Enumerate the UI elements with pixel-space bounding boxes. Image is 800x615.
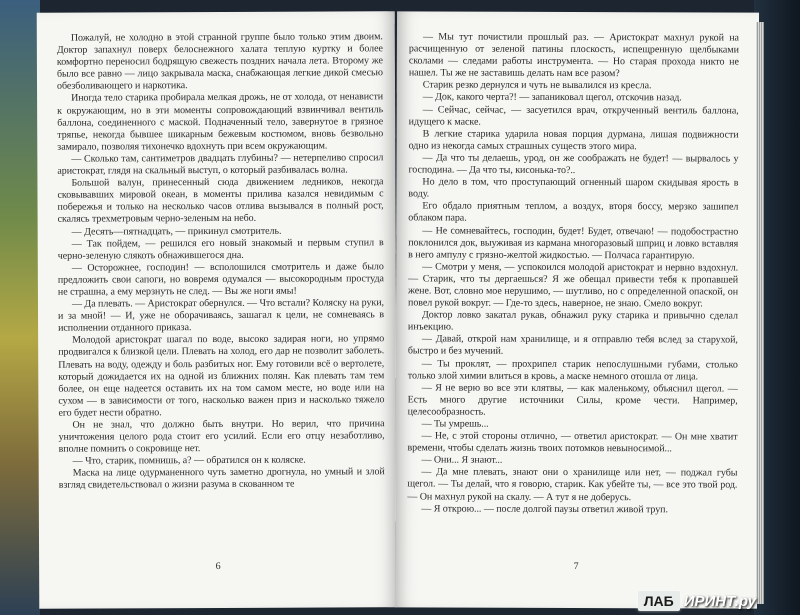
paragraph: — Да что ты делаешь, урод, он же соображать не будет! — вырвалось у господина. — Да что ты, кисонька-то?..	[408, 152, 739, 177]
paragraph: — Не, с этой стороны отлично, — ответил аристократ. — Он мне хватит времени, чтобы сделать жизнь твоих потомков невыносимой...	[407, 430, 738, 455]
paragraph: Маска на лице одурманенного чуть заметно дрогнула, но умный и злой взгляд свидетельствовал о жизни разума в скованном те	[58, 466, 385, 492]
right-page-text	[407, 31, 739, 516]
paragraph: — Сколько там, сантиметров двадцать глубины? — нетерпеливо спросил аристократ, глядя на скальный выступ, о который разбивалась волна.	[57, 152, 384, 177]
page-edges-stack	[756, 22, 764, 604]
paragraph: — Не сомневайтесь, господин, будет! Будет, отвечаю! — подобострастно поклонился док, выуживая из кармана многоразовый шприц и ловко вставляя в него ампулу с грязно-желтой жидкостью. — Полчаса гарантирую.	[408, 224, 739, 262]
paragraph: — Да плевать. — Аристократ обернулся. — Что встали? Коляску на руки, и за мной! — И, уже не оборачиваясь, зашагал к цели, не сомневаясь в исполнении отданного приказа.	[58, 297, 385, 334]
paragraph: Молодой аристократ шагал по воде, высоко задирая ноги, но упрямо продвигался к близкой цели. Плевать на холод, его дар не позволит заболеть. Плевать на воду, одежду и боль разбитых ног. Ему готовили всё о вертолете, который дожидается их на одной из ближних полян. Как плевать там тем более, он еще надеется оставить их на том самом месте, но воде или на сухом — в зависимости от того, насколько важен приз и насколько тяжело его будет нести обратно.	[58, 333, 385, 419]
page-number-right: 7	[573, 560, 579, 573]
paragraph: — Давай, открой нам хранилище, и я отправлю тебя вслед за старухой, быстро и без мучений.	[407, 333, 738, 358]
page-number-left: 6	[215, 560, 221, 573]
paragraph: — Смотри у меня, — успокоился молодой аристократ и нервно вздохнул. — Старик, что ты дергаешься? Я же обещал привести тебя к пропавшей жене. Вот, словно мое нерушимо, — шутливо, но с определенной опаской, он повел рукой вокруг. — Где-то здесь, наверное, не знаю. Смело вокруг.	[408, 261, 739, 310]
paragraph: — Что, старик, помнишь, а? — обратился он к коляске.	[72, 454, 306, 467]
watermark-logo: ЛАБ	[638, 591, 680, 611]
paragraph: Иногда тело старика пробирала мелкая дрожь, не от холода, от ненависти к окружающим, но в эти моменты сопровождающий взвинчивал вентиль баллона, соединенного с маской. Подначенный тело, завернутое в грязное тряпье, некогда бывшее шикарным бежевым костюмом, вновь безвольно замирало, позволяя тихонечко вдохнуть при всем окружающим.	[57, 91, 384, 153]
paragraph: — Сейчас, сейчас, — засуетился врач, открученный вентиль баллона, идущего к маске.	[408, 104, 739, 128]
paragraph: — Они... Я знают...	[421, 454, 503, 467]
watermark-text: ИРИНТ.ру	[683, 592, 756, 610]
paragraph: Большой валун, принесенный сюда движением ледников, некогда сковывавших мировой океан, в моменты прилива казался невидимым с побережья и только на несколько часов отлива вызывался в полный рост, скалясь трехметровым черно-зеленым на небо.	[57, 176, 384, 226]
paragraph: — Так пойдем, — решился его новый знакомый и первым ступил в черно-зеленую слякоть обнажившегося дна.	[57, 236, 384, 262]
paragraph: Его обдало приятным теплом, а воздух, вторя боссу, мерзко зашипел облаком пара.	[408, 200, 739, 225]
paragraph: Старик резко дернулся и чуть не вывалился из кресла.	[422, 79, 652, 92]
paragraph: — Ты умрешь...	[421, 418, 489, 430]
watermark	[638, 591, 756, 611]
paragraph: — Док, какого черта?! — запаниковал щегол, отскочив назад.	[422, 91, 682, 104]
paragraph: — Я открою... — после долгой паузы ответил живой труп.	[421, 503, 668, 515]
paragraph: — Я не верю во все эти клятвы, — как маленькому, объяснил щегол. — Есть много другие источники Силы, кроме чести. Например, целесообразность.	[407, 382, 738, 418]
paragraph: Доктор ловко закатал рукав, обнажил руку старика и привычно сделал инъекцию.	[407, 309, 738, 333]
paragraph: Пожалуй, не холодно в этой странной группе было только этим двоим. Доктор запахнул поверх белоснежного халата теплую куртку и более комфортно переносил бодрящую свежесть поздних начала лета. Второму же было все равно — лицо закрывала маска, снабжающая легкие дикой смесью обезболивающего и наркотика.	[56, 31, 383, 93]
paragraph: — Да мне плевать, знают они о хранилище или нет, — поджал губы щегол. — Ты делай, что я говорю, старик. Как убейте ты, — все это твой род. — Он махнул рукой на скалу. — А тут я не доберусь.	[407, 466, 738, 503]
left-page-text	[57, 31, 385, 492]
paragraph: — Мы тут почистили прошлый раз. — Аристократ махнул рукой на расчищенную от зеленой патины плоскость, испещренную щелбыками сколами — следами работы инструмента. — Но старая прохода никто не нашел. Ты же не заставишь делать нам все разом?	[408, 31, 739, 80]
left-page	[37, 11, 398, 609]
paragraph: — Десять—пятнадцать, — прикинул смотритель.	[71, 225, 282, 238]
paragraph: В легкие старика ударила новая порция дурмана, лишая подвижности одно из некогда самых страшных существ этого мира.	[408, 128, 739, 153]
paragraph: Он не знал, что должно быть внутри. Но верил, что причина уничтожения целого рода стоит его усилий. Если его отцу незаботливо, вполне помнить о сокровище нет.	[58, 418, 385, 455]
paragraph: — Ты проклят, — прохрипел старик непослушными губами, столько только злой химии влиться в кровь, а маске немного отошла от лица.	[407, 357, 738, 383]
paragraph: Но дело в том, что проступающий огненный шаром скидывая ярость в воду.	[408, 176, 739, 200]
right-page	[395, 11, 759, 608]
background-book-cover-left	[0, 0, 40, 615]
paragraph: — Осторожнее, господин! — всполошился смотритель и даже было предложить свои сапоги, но вовремя одумался — высокородным простуда не страшна, а ему мерзнуть не след. — Вы же ноги ямы!	[57, 261, 384, 298]
